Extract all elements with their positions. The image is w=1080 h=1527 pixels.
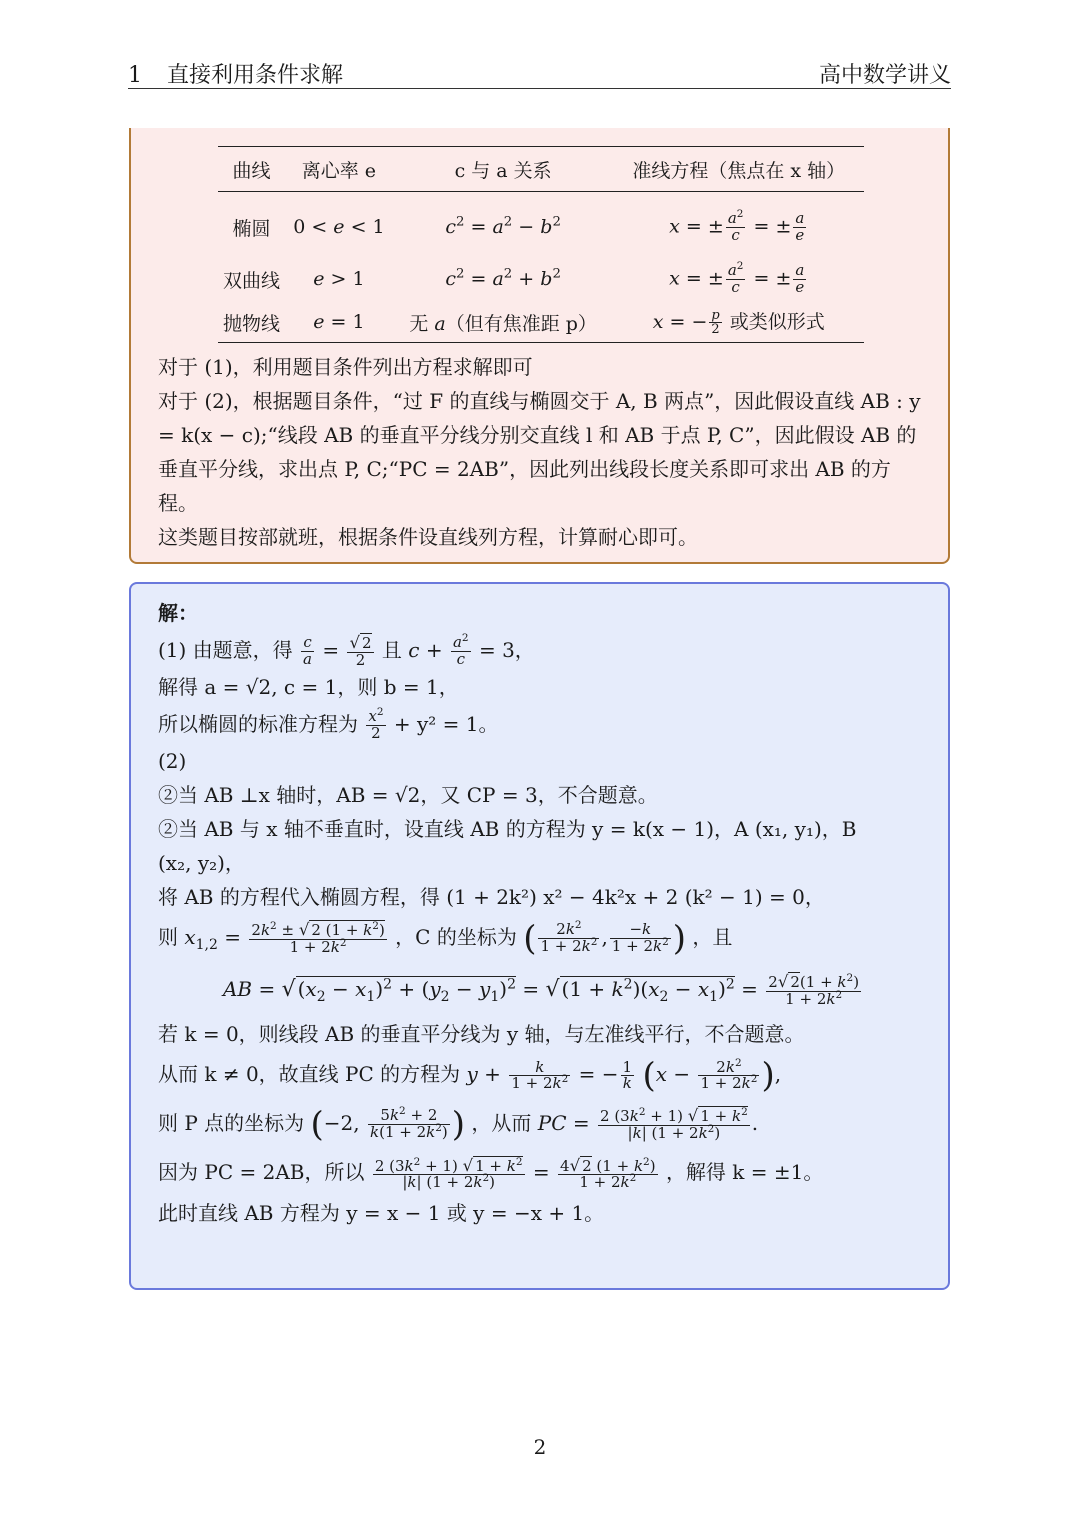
solution-line: 从而 k ≠ 0，故直线 PC 的方程为 y + $\frac{k}{1 + 2k^2}$ = − $\frac{1}{k}$ (x − $\frac{2k^2}{1 + 2k^2}$ ), [158, 1055, 782, 1096]
table-row [218, 192, 864, 257]
cell-directrix: x = ± $\frac{a^2}{c}$ = ± $\frac{a}{e}$ [669, 207, 805, 244]
solution-title: 解： [158, 601, 198, 625]
solution-line: (2) [158, 749, 187, 773]
solution-line: 则 P 点的坐标为 (−2, $\frac{5k^2 + 2}{k(1 + 2k^2)}$ ) ，从而 PC = $\frac{2 (3k^2 + 1) √ 1 + k^2}{|k| (1 + 2k^2)}$ . [158, 1104, 759, 1145]
directrix-suffix: 或类似形式 [729, 310, 825, 333]
table-row [218, 302, 864, 343]
header-eccentricity: 离心率 e [285, 147, 393, 192]
analysis-paragraph-3: 这类题目按部就班，根据条件设直线列方程，计算耐心即可。 [158, 525, 698, 549]
cell-curve: 抛物线 [218, 302, 285, 343]
cell-directrix: x = − $\frac{p}{2}$ 或类似形式 [614, 302, 864, 343]
cell-curve: 双曲线 [223, 269, 281, 292]
table-row [218, 256, 864, 302]
analysis-paragraph-2: 对于 (2)，根据题目条件，“过 F 的直线与椭圆交于 A, B 两点”，因此假设直线 AB : y = k(x − c);“线段 AB 的垂直平分线分别交直线 l 和 AB 于点 P, C”，因此假设 AB 的垂直平分线，求出点 P, C;“PC = 2AB”，因此列出线段长度关系即可求出 AB 的方程。 [158, 389, 921, 515]
solution-line: 所以椭圆的标准方程为 $\frac{x^2}{2}$ + y² = 1。 [158, 706, 499, 742]
page-header [128, 56, 951, 89]
cell-relation: $c^2 = a^2 + b^2$ [445, 266, 561, 290]
solution-line: 将 AB 的方程代入椭圆方程，得 (1 + 2k²) x² − 4k²x + 2 (k² − 1) = 0， [158, 885, 825, 909]
cell-ecc: e > 1 [313, 268, 365, 290]
solution-content [158, 596, 928, 1230]
solution-line: 若 k = 0，则线段 AB 的垂直平分线为 y 轴，与左准线平行，不合题意。 [158, 1022, 805, 1047]
page-number: 2 [533, 1435, 547, 1459]
table-header-row [218, 147, 864, 192]
cell-directrix: x = ± $\frac{a^2}{c}$ = ± $\frac{a}{e}$ [669, 259, 805, 296]
cell-ecc: e = 1 [285, 302, 393, 343]
analysis-paragraph-1: 对于 (1)，利用题目条件列出方程求解即可 [158, 355, 533, 379]
solution-box [129, 582, 950, 1290]
conic-table [218, 146, 864, 343]
analysis-text [158, 350, 928, 554]
header-relation: c 与 a 关系 [393, 147, 614, 192]
section-title: 直接利用条件求解 [167, 63, 344, 88]
solution-line: ②当 AB ⊥x 轴时，AB = √2，又 CP = 3，不合题意。 [158, 783, 658, 807]
solution-line: ②当 AB 与 x 轴不垂直时，设直线 AB 的方程为 y = k(x − 1)，A (x₁, y₁)，B [158, 817, 857, 841]
section-number: 1 [128, 63, 142, 88]
solution-line: 则 $x_{1,2}$ = $\frac{2k^2 \pm √ 2 (1 + k^2)}{1 + 2k^2}$ ，C 的坐标为 ( $\frac{2k^2}{1 + 2k^2}$ , $\frac{-k}{1 + 2k^2}$ ) ，且 [158, 918, 733, 959]
analysis-box [129, 128, 950, 564]
header-curve: 曲线 [218, 147, 285, 192]
solution-line: 解得 a = √2, c = 1，则 b = 1， [158, 675, 459, 699]
cell-curve: 椭圆 [232, 217, 271, 240]
book-title: 高中数学讲义 [818, 63, 951, 88]
header-directrix: 准线方程（焦点在 x 轴） [614, 147, 864, 192]
solution-line: (x₂, y₂)， [158, 851, 245, 875]
header-section [128, 58, 343, 89]
relation-note: （但有焦准距 p） [445, 312, 597, 335]
solution-line: (1) 由题意，得 $\frac{c}{a}$ = $\frac{√ 2}{2}$ 且 c + $\frac{a^2}{c}$ = 3， [158, 632, 535, 669]
cell-ecc: 0 < e < 1 [293, 216, 385, 238]
cell-relation: 无 a（但有焦准距 p） [393, 302, 614, 343]
ab-length-formula: AB = √ $(x_2 - x_1)^2 + (y_2 - y_1)^2$ = √ $(1 + k^2)(x_2 - x_1)^2$ = $\frac{2√ 2(1 + k^2)}{1 + 2k^2}$ [222, 971, 860, 1008]
solution-line: 此时直线 AB 方程为 y = x − 1 或 y = −x + 1。 [158, 1201, 605, 1226]
cell-relation: $c^2 = a^2 - b^2$ [445, 214, 561, 238]
solution-line: 因为 PC = 2AB，所以 $\frac{2 (3k^2 + 1) √ 1 + k^2}{|k| (1 + 2k^2)}$ = $\frac{4√ 2 (1 + k^2)}{1 + 2k^2}$ ，解得 k = ±1。 [158, 1155, 824, 1192]
